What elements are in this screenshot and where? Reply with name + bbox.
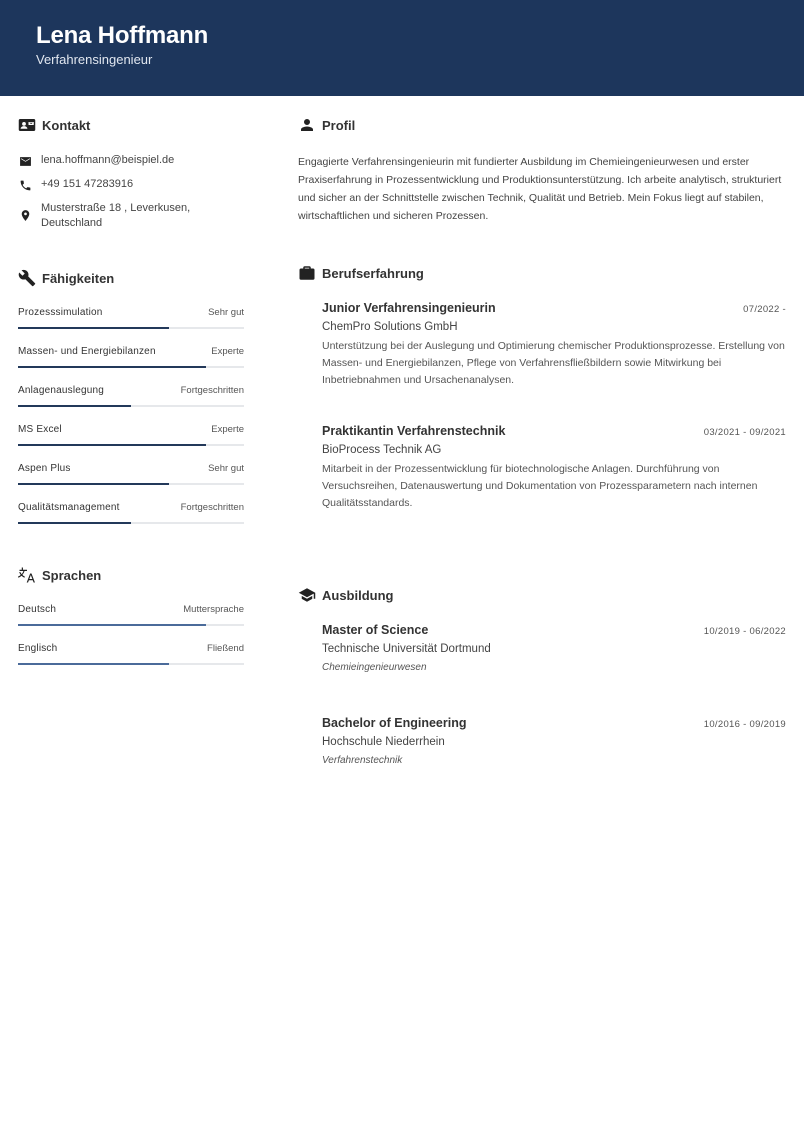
education-entry bbox=[322, 716, 786, 766]
language-level: Muttersprache bbox=[183, 604, 244, 615]
school-name: Technische Universität Dortmund bbox=[322, 643, 491, 655]
language-label: Deutsch bbox=[18, 604, 57, 615]
language-item bbox=[18, 604, 244, 626]
candidate-name: Lena Hoffmann bbox=[36, 22, 209, 49]
contact-phone-row bbox=[18, 177, 133, 192]
skill-item bbox=[18, 424, 244, 446]
skill-bar bbox=[18, 405, 244, 407]
job-title: Junior Verfahrensingenieurin bbox=[322, 301, 496, 315]
skill-item bbox=[18, 502, 244, 524]
skill-level: Sehr gut bbox=[208, 307, 244, 318]
address-line-1: Musterstraße 18 , Leverkusen, bbox=[41, 202, 191, 214]
skill-bar-fill bbox=[18, 327, 169, 329]
profile-heading-label: Profil bbox=[322, 117, 356, 133]
profile-heading bbox=[298, 116, 355, 134]
education-entry bbox=[322, 623, 786, 673]
education-heading bbox=[298, 586, 394, 604]
contact-address bbox=[41, 201, 190, 231]
skill-level: Fortgeschritten bbox=[180, 385, 244, 396]
translate-icon bbox=[18, 566, 36, 584]
skill-label: Massen- und Energiebilanzen bbox=[18, 346, 156, 357]
person-icon bbox=[298, 116, 316, 134]
address-line-2: Deutschland bbox=[41, 217, 103, 229]
languages-heading-label: Sprachen bbox=[42, 567, 102, 583]
mail-icon bbox=[18, 154, 32, 168]
job-description: Unterstützung bei der Auslegung und Optimierung chemischer Produktionsprozesse. Erstellung von Massen- und Energiebilanzen, Pflege von Verfahrensfließbildern sowie Mitwirkung bei Inbetriebnahmen und Ursachenanalysen. bbox=[322, 340, 785, 386]
skill-level: Sehr gut bbox=[208, 463, 244, 474]
company-name: BioProcess Technik AG bbox=[322, 444, 442, 456]
job-date: 07/2022 - bbox=[743, 304, 786, 315]
degree-title: Bachelor of Engineering bbox=[322, 716, 467, 730]
skill-item bbox=[18, 385, 244, 407]
skill-label: MS Excel bbox=[18, 424, 62, 435]
skill-bar bbox=[18, 327, 244, 329]
briefcase-icon bbox=[298, 264, 316, 282]
contact-address-row bbox=[18, 201, 190, 231]
skill-bar-fill bbox=[18, 444, 206, 446]
school-name: Hochschule Niederrhein bbox=[322, 736, 445, 748]
language-bar-fill bbox=[18, 624, 206, 626]
study-field: Verfahrenstechnik bbox=[322, 755, 403, 766]
skill-bar-fill bbox=[18, 366, 206, 368]
contact-heading bbox=[18, 116, 90, 134]
skill-label: Anlagenauslegung bbox=[18, 385, 105, 396]
job-date: 03/2021 - 09/2021 bbox=[703, 427, 786, 438]
skill-bar-fill bbox=[18, 483, 169, 485]
experience-heading bbox=[298, 264, 424, 282]
education-heading-label: Ausbildung bbox=[322, 587, 394, 603]
languages-heading bbox=[18, 566, 101, 584]
skill-bar bbox=[18, 444, 244, 446]
education-date: 10/2019 - 06/2022 bbox=[703, 626, 786, 637]
skill-label: Prozesssimulation bbox=[18, 307, 103, 318]
skills-heading-label: Fähigkeiten bbox=[42, 270, 115, 286]
profile-summary: Engagierte Verfahrensingenieurin mit fundierter Ausbildung im Chemieingenieurwesen und erster Praxiserfahrung in Prozessentwicklung und Produktionsunterstützung. Ich arbeite analytisch, strukturiert und sicher an der Schnittstelle zwischen Technik, Qualität und Betrieb. Mein Fokus liegt auf stabilen, wirtschaftlichen und sicheren Prozessen. bbox=[298, 156, 782, 222]
skill-bar-fill bbox=[18, 522, 131, 524]
candidate-title: Verfahrensingenieur bbox=[36, 52, 153, 67]
contact-card-icon bbox=[18, 116, 36, 134]
skill-level: Fortgeschritten bbox=[180, 502, 244, 513]
location-pin-icon bbox=[18, 208, 32, 222]
skill-bar bbox=[18, 483, 244, 485]
job-description: Mitarbeit in der Prozessentwicklung für biotechnologische Anlagen. Durchführung von Versuchsreihen, Datenauswertung und Dokumentation von Prozessparametern nach internen Qualitätsstandards. bbox=[322, 463, 758, 509]
skill-level: Experte bbox=[211, 424, 244, 435]
contact-email-row bbox=[18, 153, 174, 168]
language-level: Fließend bbox=[207, 643, 244, 654]
skill-bar bbox=[18, 366, 244, 368]
language-label: Englisch bbox=[18, 643, 58, 654]
wrench-icon bbox=[18, 269, 36, 287]
language-bar bbox=[18, 663, 244, 665]
degree-title: Master of Science bbox=[322, 623, 429, 637]
phone-icon bbox=[18, 178, 32, 192]
company-name: ChemPro Solutions GmbH bbox=[322, 321, 458, 333]
study-field: Chemieingenieurwesen bbox=[322, 662, 427, 673]
contact-phone[interactable]: +49 151 47283916 bbox=[41, 178, 134, 190]
language-bar bbox=[18, 624, 244, 626]
skill-label: Aspen Plus bbox=[18, 463, 71, 474]
skill-item bbox=[18, 463, 244, 485]
job-title: Praktikantin Verfahrenstechnik bbox=[322, 424, 506, 438]
experience-entry bbox=[322, 301, 786, 389]
education-date: 10/2016 - 09/2019 bbox=[703, 719, 786, 730]
skill-bar bbox=[18, 522, 244, 524]
contact-heading-label: Kontakt bbox=[42, 117, 91, 133]
skill-item bbox=[18, 307, 244, 329]
language-item bbox=[18, 643, 244, 665]
skill-bar-fill bbox=[18, 405, 131, 407]
skill-item bbox=[18, 346, 244, 368]
experience-entry bbox=[322, 424, 786, 512]
skill-label: Qualitätsmanagement bbox=[18, 502, 120, 513]
contact-email[interactable]: lena.hoffmann@beispiel.de bbox=[41, 154, 175, 166]
experience-heading-label: Berufserfahrung bbox=[322, 265, 424, 281]
language-bar-fill bbox=[18, 663, 169, 665]
graduation-cap-icon bbox=[298, 586, 316, 604]
skills-heading bbox=[18, 269, 114, 287]
skill-level: Experte bbox=[211, 346, 244, 357]
header bbox=[0, 0, 804, 96]
